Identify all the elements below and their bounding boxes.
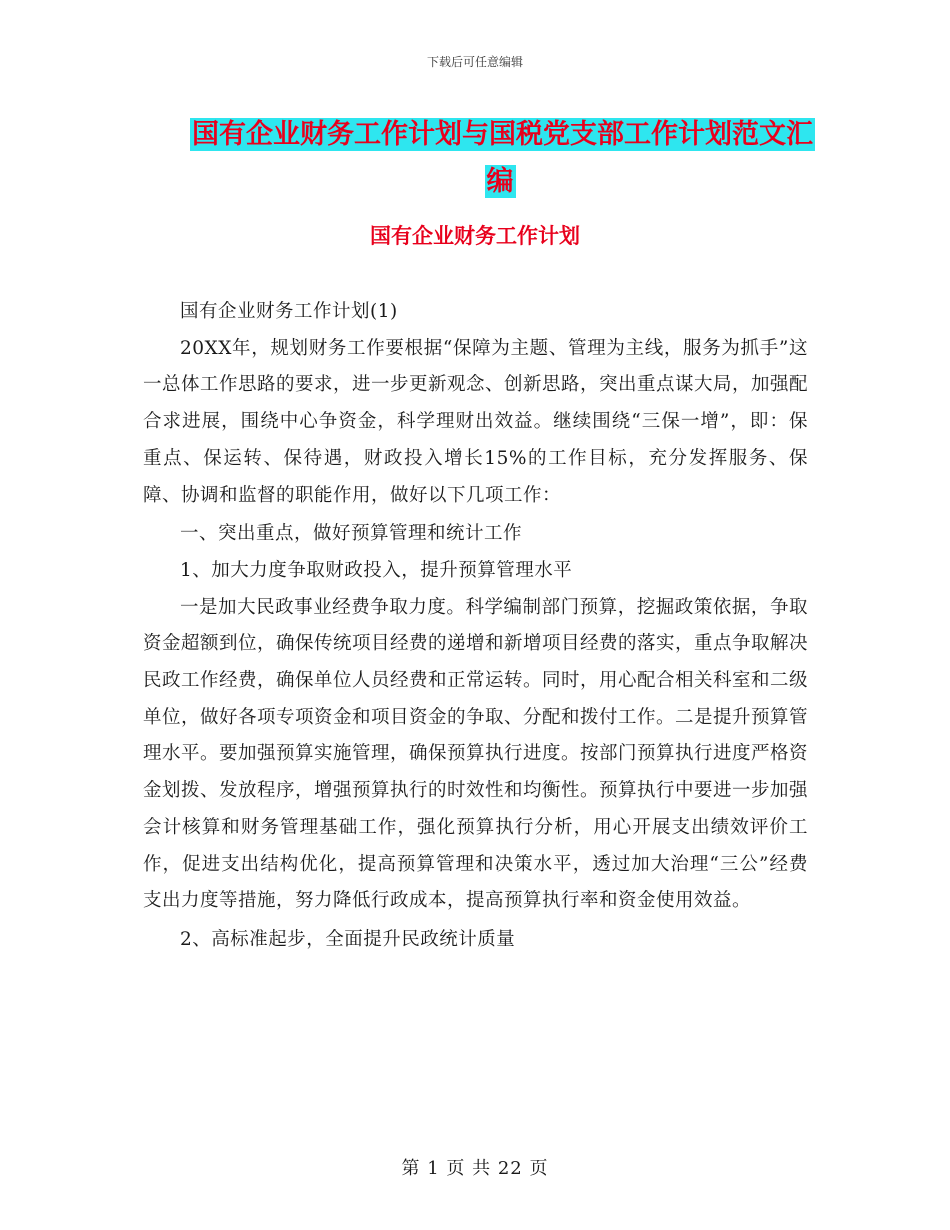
paragraph-subtitle: 国有企业财务工作计划(1)	[180, 301, 398, 322]
paragraph: 一是加大民政事业经费争取力度。科学编制部门预算，挖掘政策依据，争取资金超额到位，确保传统项目经费的递增和新增项目经费的落实，重点争取解决民政工作经费，确保单位人员经费和正常运转。同时，用心配合相关科室和二级单位，做好各项专项资金和项目资金的争取、分配和拨付工作。二是提升预算管理水平。要加强预算实施管理，确保预算执行进度。按部门预算执行进度严格资金划拨、发放程序，增强预算执行的时效性和均衡性。预算执行中要进一步加强会计核算和财务管理基础工作，强化预算执行分析，用心开展支出绩效评价工作，促进支出结构优化，提高预算管理和决策水平，透过加大治理“三公”经费支出力度等措施，努力降低行政成本，提高预算执行率和资金使用效益。	[143, 596, 809, 912]
section-title: 国有企业财务工作计划	[370, 224, 580, 248]
body-text	[143, 294, 808, 959]
page-header: 下载后可任意编辑	[426, 55, 523, 69]
document-title-line-1: 国有企业财务工作计划与国税党支部工作计划范文汇	[192, 119, 813, 150]
paragraph: 20XX年，规划财务工作要根据“保障为主题、管理为主线，服务为抓手”这一总体工作思路的要求，进一步更新观念、创新思路，突出重点谋大局，加强配合求进展，围绕中心争资金，科学理财出效益。继续围绕“三保一增”，即：保重点、保运转、保待遇，财政投入增长15%的工作目标，充分发挥服务、保障、协调和监督的职能作用，做好以下几项工作：	[143, 337, 809, 506]
paragraph-heading: 一、突出重点，做好预算管理和统计工作	[180, 523, 523, 545]
paragraph-heading: 1、加大力度争取财政投入，提升预算管理水平	[180, 559, 573, 581]
document-title	[190, 111, 813, 205]
document-title-line-2: 编	[486, 166, 514, 197]
page-footer: 第 1 页 共 22 页	[401, 1158, 549, 1179]
paragraph-heading: 2、高标准起步，全面提升民政统计质量	[180, 928, 516, 950]
